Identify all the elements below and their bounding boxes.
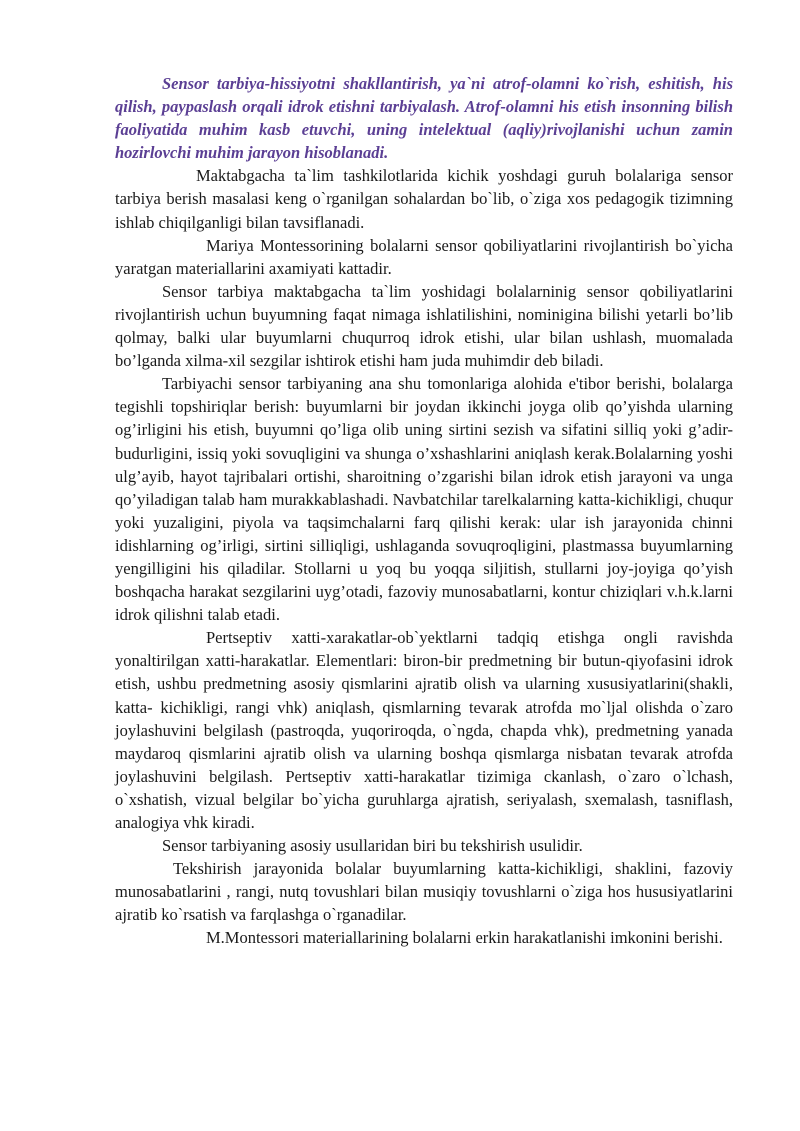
- paragraph-examination-process: Tekshirish jarayonida bolalar buyumlarning katta-kichikligi, shaklini, fazoviy munosabatlarini , rangi, nutq tovushlari bilan musiqiy tovushlarni o`ziga hos hususiyatlarini ajratib ko`rsatish va farqlashga o`rganadilar.: [115, 859, 733, 925]
- paragraph-montessori-movement: M.Montessori materiallarining bolalarni erkin harakatlanishi imkonini berishi.: [206, 928, 723, 948]
- intro-paragraph: Sensor tarbiya-hissiyotni shakllantirish, ya`ni atrof-olamni ko`rish, eshitish, his qilish, paypaslash orqali idrok etishni tarbiyalash. Atrof-olamni his etish insonning bilish faoliyatida muhim kasb etuvchi, uning intelektual (aqliy)rivojlanishi uchun zamin hozirlovchi muhim jarayon hisoblanadi.: [115, 74, 733, 163]
- document-page: [115, 72, 733, 950]
- paragraph-examination-method: Sensor tarbiyaning asosiy usullaridan biri bu tekshirish usulidir.: [162, 836, 583, 856]
- paragraph-preschool-sensory: Maktabgacha ta`lim tashkilotlarida kichik yoshdagi guruh bolalariga sensor tarbiya berish masalasi keng o`rganilgan sohalardan bo`lib, o`ziga xos pedagogik tizimning ishlab chiqilganligi bilan tavsiflanadi.: [115, 166, 733, 232]
- paragraph-sensory-abilities: Sensor tarbiya maktabgacha ta`lim yoshidagi bolalarninig sensor qobiliyatlarini rivojlantirish uchun buyumning faqat nimaga ishlatilishini, nominigina bilishi yetarli bo’lib qolmay, balki ular buyumlarni chuqurroq idrok etishi, ular bilan ushlash, muomalada bo’lganda xilma-xil sezgilar ishtirok etishi ham juda muhimdir deb biladi.: [115, 281, 733, 371]
- paragraph-montessori-materials: Mariya Montessorining bolalarni sensor qobiliyatlarini rivojlantirish bo`yicha yaratgan materiallarini axamiyati kattadir.: [115, 235, 733, 278]
- paragraph-educator-tasks: Tarbiyachi sensor tarbiyaning ana shu tomonlariga alohida e'tibor berishi, bolalarga tegishli topshiriqlar berish: buyumlarni bir joydan ikkinchi joyga olib qo’yishda ularning og’irligini his etish, buyumni qo’liga olib uning sirtini sezish va sifatini silliq yoki g’adir-budurligini, issiq yoki sovuqligini va shunga o’xshashlarini aniqlash kerak.Bolalarning yoshi ulg’ayib, hayot tajribalari ortishi, sharoitning o’zgarishi bilan idrok etish jarayoni va unga qo’yiladigan talab ham murakkablashadi. Navbatchilar tarelkalarning katta-kichikligi, chuqur yoki yuzaligini, piyola va taqsimchalarni farq qilishi kerak: ular ish jarayonida chinni idishlarning og’irligi, sirtini silliqligi, ushlaganda sovuqroqligini, plastmassa buyumlarning yengilligini his qiladilar. Stollarni u yoq bu yoqqa siljitish, stullarni joy-joyiga qo’yish boshqacha harakat sezgilarini uyg’otadi, fazoviy munosabatlarni, kontur chiziqlari v.h.k.larni idrok qilishni talab etadi.: [115, 374, 733, 625]
- paragraph-perceptive-actions: Pertseptiv xatti-xarakatlar-ob`yektlarni tadqiq etishga ongli ravishda yonaltirilgan xatti-harakatlar. Elementlari: biron-bir predmetning bir butun-qiyofasini idrok etish, ushbu predmetning asosiy qismlarini ajratib olish va ularning xususiyatlarini(shakli, katta- kichikligi, rangi vhk) aniqlash, qismlarning tevarak atrofda mo`ljal olishda o`zaro joylashuvini belgilash (pastroqda, yuqoriroqda, o`ngda, chapda vhk), predmetning yanada maydaroq qismlarini ajratib olish va ularning boshqa qismlarga nisbatan tevarak atrofda joylashuvini belgilash. Pertseptiv xatti-harakatlar tizimiga ckanlash, o`zaro o`lchash, o`xshatish, vizual belgilar bo`yicha guruhlarga ajratish, seriyalash, sxemalash, tasniflash, analogiya vhk kiradi.: [115, 628, 733, 832]
